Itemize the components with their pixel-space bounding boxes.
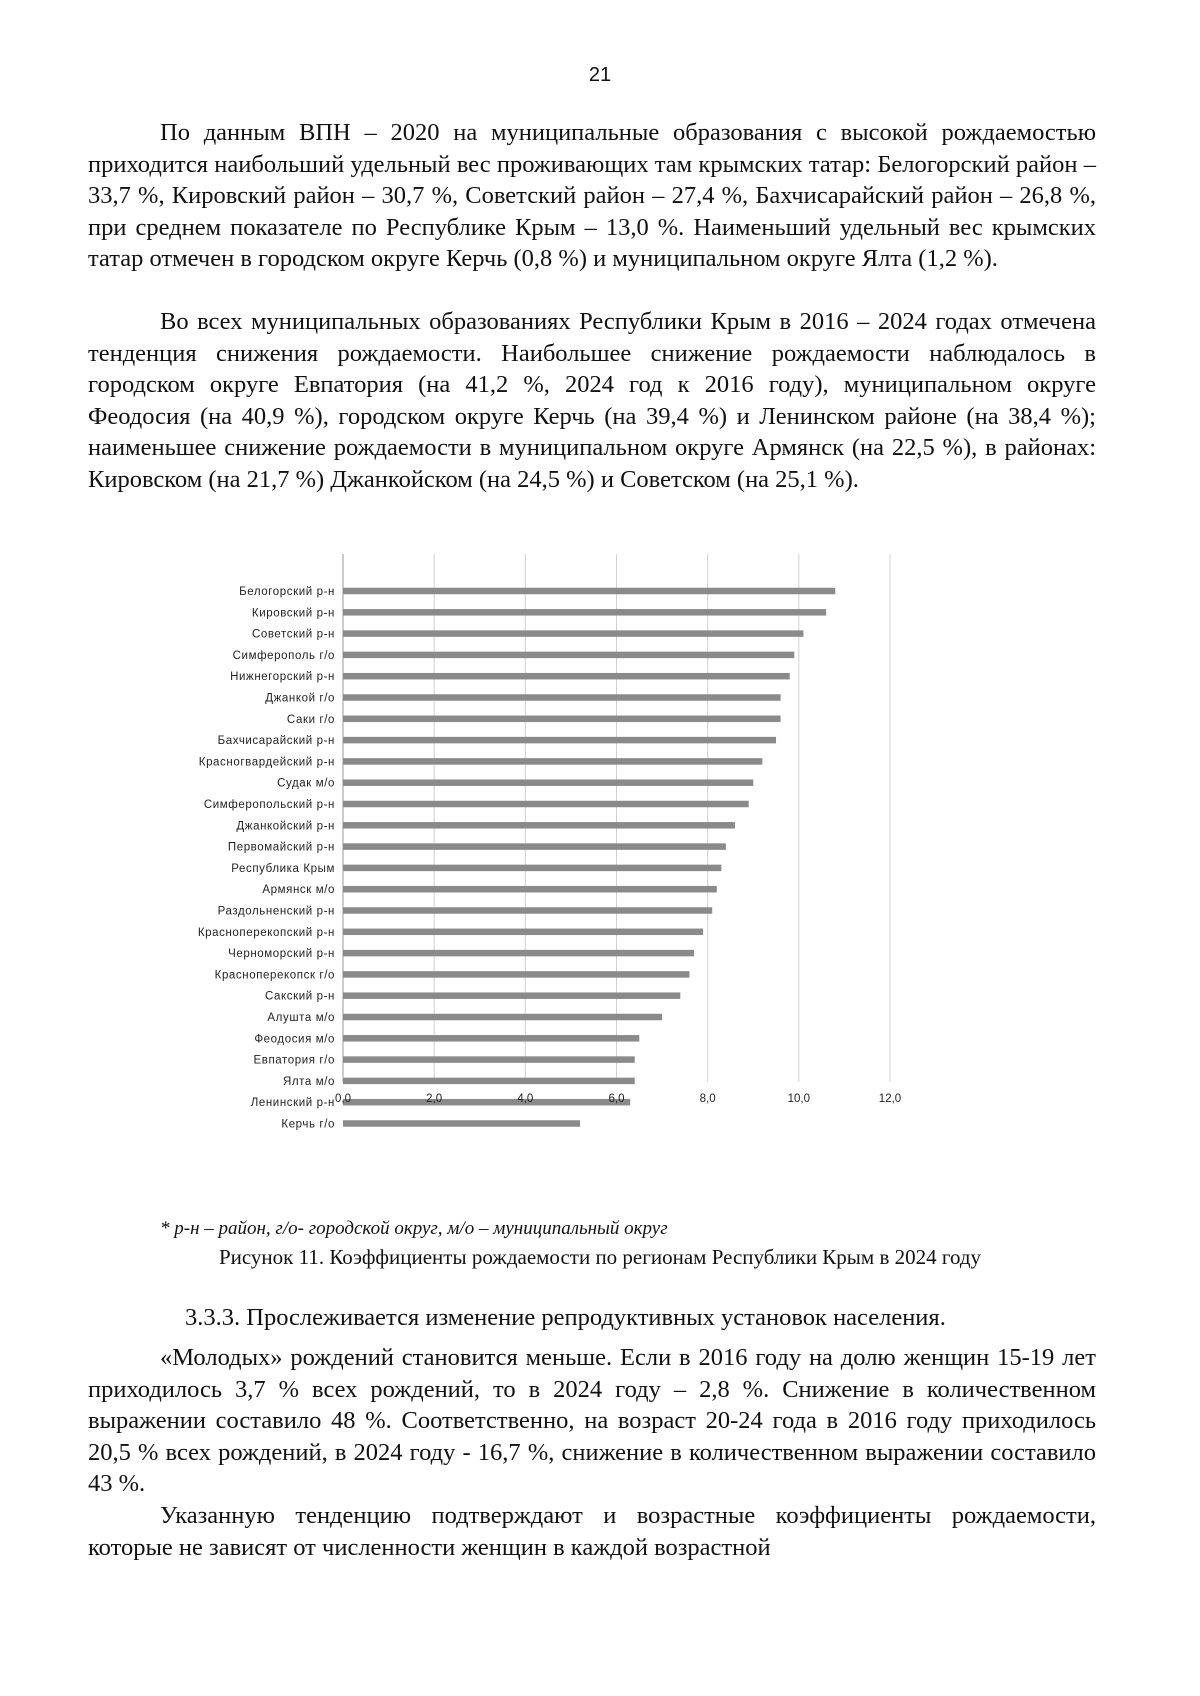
category-label: Армянск м/о [262, 884, 335, 897]
paragraph-1: По данным ВПН – 2020 на муниципальные образования с высокой рождаемостью приходится наибольший удельный вес проживающих там крымских татар: Белогорский район – 33,7 %, Кировский район – 30,7 %, Советский район – 27,4 %, Бахчисарайский район – 26,8 %, при среднем показателе по Республике Крым – 13,0 %. Наименьший удельный вес крымских татар отмечен в городском округе Керчь (0,8 %) и муниципальном округе Ялта (1,2 %). [88, 119, 1096, 272]
category-label: Белогорский р-н [239, 586, 335, 598]
figure-caption: Рисунок 11. Коэффициенты рождаемости по регионам Республики Крым в 2024 году [218, 1245, 982, 1269]
bar [343, 886, 717, 893]
figure-footnote: * р-н – район, г/о- городской округ, м/о – муниципальный округ [160, 1218, 668, 1239]
category-label: Кировский р-н [251, 607, 335, 620]
bar [343, 1014, 662, 1021]
x-tick-label: 8,0 [699, 1093, 716, 1105]
x-tick-label: 2,0 [426, 1093, 443, 1105]
bar [343, 673, 790, 680]
bar [343, 929, 703, 936]
category-label: Нижнегорский р-н [230, 671, 335, 684]
category-label: Феодосия м/о [254, 1033, 335, 1046]
bar [343, 1099, 630, 1106]
bar [343, 843, 726, 850]
x-tick-label: 0,0 [335, 1093, 351, 1105]
bar [343, 1056, 635, 1063]
bar [343, 779, 753, 786]
category-label: Симферополь г/о [232, 649, 335, 662]
category-label: Саки г/о [286, 713, 335, 726]
bar [343, 971, 689, 978]
category-label: Ялта м/о [282, 1075, 335, 1088]
bar [343, 822, 735, 829]
x-tick-label: 10,0 [787, 1093, 811, 1105]
category-label: Керчь г/о [281, 1118, 335, 1131]
bar [343, 950, 694, 957]
x-tick-label: 6,0 [608, 1093, 625, 1105]
bar [343, 694, 781, 701]
x-tick-label: 12,0 [878, 1093, 902, 1105]
category-label: Джанкойский р-н [236, 820, 335, 833]
category-label: Красноперекопск г/о [214, 969, 335, 982]
bar [343, 652, 794, 659]
bar [343, 609, 826, 616]
category-label: Черноморский р-н [228, 948, 335, 961]
bar [343, 716, 781, 723]
category-label: Раздольненский р-н [217, 905, 335, 918]
chart-canvas [150, 548, 1030, 1214]
bar [343, 907, 712, 914]
category-label: Красногвардейский р-н [198, 756, 335, 769]
bar [343, 1078, 635, 1085]
category-label: Евпатория г/о [253, 1054, 335, 1067]
bar [343, 737, 776, 744]
paragraph-2: Во всех муниципальных образованиях Республики Крым в 2016 – 2024 годах отмечена тенденция снижения рождаемости. Наибольшее снижение рождаемости наблюдалось в городском округе Евпатория (на 41,2 %, 2024 год к 2016 году), муниципальном округе Феодосия (на 40,9 %), городском округе Керчь (на 39,4 %) и Ленинском районе (на 38,4 %); наименьшее снижение рождаемости в муниципальном округе Армянск (на 22,5 %), в районах: Кировском (на 21,7 %) Джанкойском (на 24,5 %) и Советском (на 25,1 %). [88, 308, 1096, 493]
bar [343, 630, 803, 637]
category-label: Джанкой г/о [265, 692, 335, 705]
category-label: Бахчисарайский р-н [217, 735, 335, 748]
bar [343, 865, 721, 872]
category-label: Первомайский р-н [227, 841, 335, 854]
x-tick-label: 4,0 [517, 1093, 534, 1105]
category-label: Судак м/о [277, 777, 335, 790]
bar [343, 1120, 580, 1127]
bar [343, 801, 749, 808]
bar [343, 758, 762, 765]
category-label: Красноперекопский р-н [197, 926, 335, 939]
paragraph-4: «Молодых» рождений становится меньше. Если в 2016 году на долю женщин 15-19 лет приходилось 3,7 % всех рождений, то в 2024 году – 2,8 %. Снижение в количественном выражении составило 48 %. Соответственно, на возраст 20-24 года в 2016 году приходилось 20,5 % всех рождений, в 2024 году - 16,7 %, снижение в количественном выражении составило 43 %. [88, 1344, 1096, 1497]
page-number: 21 [588, 64, 612, 86]
category-label: Сакский р-н [265, 990, 335, 1003]
bar [343, 992, 680, 999]
category-label: Алушта м/о [267, 1012, 335, 1024]
category-label: Советский р-н [251, 628, 335, 641]
bar [343, 588, 835, 595]
section-heading-3-3-3: 3.3.3. Прослеживается изменение репродуктивных установок населения. [185, 1304, 946, 1331]
category-label: Ленинский р-н [250, 1097, 335, 1110]
category-label: Симферопольский р-н [203, 799, 335, 811]
category-label: Республика Крым [231, 862, 335, 875]
birth-rate-chart [150, 548, 1030, 1214]
paragraph-5: Указанную тенденцию подтверждают и возрастные коэффициенты рождаемости, которые не зависят от численности женщин в каждой возрастной [88, 1502, 1096, 1561]
bar [343, 1035, 639, 1042]
